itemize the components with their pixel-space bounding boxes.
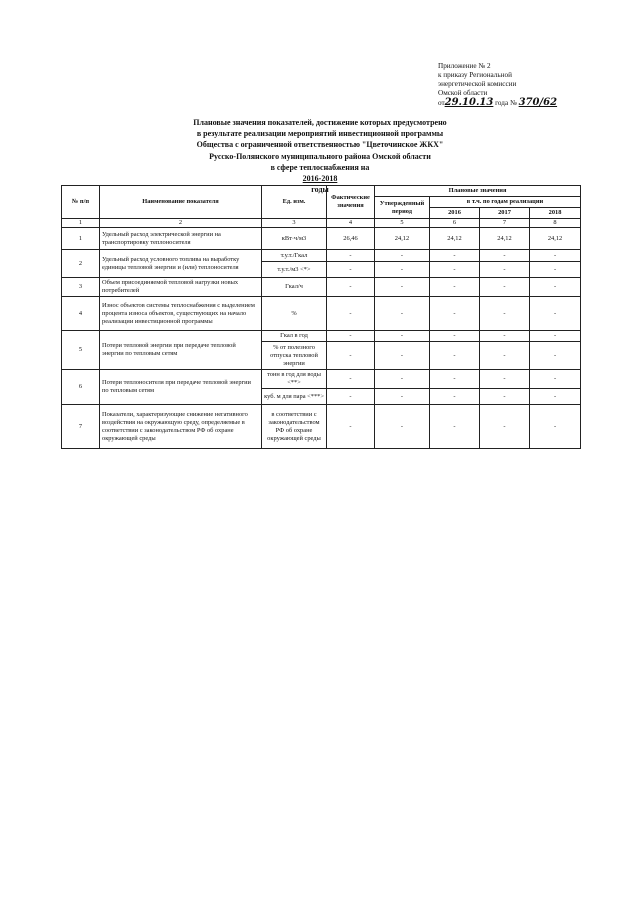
header-by-years: в т.ч. по годам реализации	[430, 197, 581, 208]
value-2017: -	[480, 342, 530, 370]
row-number: 3	[62, 278, 100, 297]
approved-value: -	[375, 250, 430, 262]
value-2018: 24,12	[530, 228, 581, 250]
column-number: 8	[530, 219, 581, 228]
value-2017: -	[480, 331, 530, 342]
value-2018: -	[530, 262, 581, 278]
value-2017: -	[480, 297, 530, 331]
header-unit: Ед. изм.	[262, 186, 327, 219]
year-label: года №	[495, 99, 517, 107]
row-number: 6	[62, 370, 100, 405]
actual-value: -	[327, 278, 375, 297]
actual-value: 26,46	[327, 228, 375, 250]
value-2018: -	[530, 389, 581, 405]
value-2018: -	[530, 250, 581, 262]
value-2018: -	[530, 297, 581, 331]
approved-value: -	[375, 342, 430, 370]
approved-value: -	[375, 278, 430, 297]
indicator-name: Объем присоединяемой тепловой нагрузки новых потребителей	[100, 278, 262, 297]
value-2016: -	[430, 331, 480, 342]
value-2016: -	[430, 278, 480, 297]
row-number: 5	[62, 331, 100, 370]
actual-value: -	[327, 331, 375, 342]
value-2016: -	[430, 262, 480, 278]
value-2016: -	[430, 250, 480, 262]
table-row	[62, 250, 581, 262]
value-2018: -	[530, 278, 581, 297]
appendix-date-line	[438, 98, 598, 108]
approved-value: -	[375, 389, 430, 405]
unit-cell: %	[262, 297, 327, 331]
table-body	[62, 228, 581, 449]
value-2017: -	[480, 389, 530, 405]
appendix-block	[438, 62, 598, 108]
header-approved: Утвержденный период	[375, 197, 430, 219]
indicator-name: Показатели, характеризующие снижение негативного воздействия на окружающую среду, определяемые в соответствии с законодательством РФ об охране окружающей среды	[100, 405, 262, 449]
date-prefix: от	[438, 99, 445, 107]
actual-value: -	[327, 342, 375, 370]
title-line-3: Общества с ограниченной ответственностью "Цветочинское ЖКХ"	[196, 140, 444, 150]
unit-cell: т.у.т./Гкал	[262, 250, 327, 262]
unit-cell: Гкал в год	[262, 331, 327, 342]
value-2017: -	[480, 405, 530, 449]
approved-value: -	[375, 405, 430, 449]
column-number: 7	[480, 219, 530, 228]
title-line-4: Русско-Полянского муниципального района Омской области	[209, 151, 431, 161]
title-line-2: в результате реализации мероприятий инвестиционной программы	[196, 129, 444, 139]
column-number: 2	[100, 219, 262, 228]
table-row	[62, 331, 581, 342]
column-number: 5	[375, 219, 430, 228]
value-2018: -	[530, 370, 581, 389]
value-2017: 24,12	[480, 228, 530, 250]
indicator-name: Потери тепловой энергии при передаче тепловой энергии по тепловым сетям	[100, 331, 262, 370]
unit-cell: куб. м для пара <***>	[262, 389, 327, 405]
row-number: 2	[62, 250, 100, 278]
approved-value: 24,12	[375, 228, 430, 250]
row-number: 7	[62, 405, 100, 449]
unit-cell: кВт·ч/м3	[262, 228, 327, 250]
approved-value: -	[375, 370, 430, 389]
unit-cell: в соответствии с законодательством РФ об охране окружающей среды	[262, 405, 327, 449]
row-number: 4	[62, 297, 100, 331]
column-number: 1	[62, 219, 100, 228]
header-actual: Фактические значения	[327, 186, 375, 219]
value-2016: -	[430, 370, 480, 389]
table-row	[62, 228, 581, 250]
header-num: № п/п	[62, 186, 100, 219]
header-2018: 2018	[530, 208, 581, 219]
title-line-1: Плановые значения показателей, достижение которых предусмотрено	[193, 118, 447, 127]
approved-value: -	[375, 262, 430, 278]
handwritten-doc-number: 370/62	[518, 97, 558, 108]
indicator-name: Износ объектов системы теплоснабжения с выделением процента износа объектов, существующих на начало реализации инвестиционной программы	[100, 297, 262, 331]
header-2017: 2017	[480, 208, 530, 219]
actual-value: -	[327, 370, 375, 389]
appendix-line-3: энергетической комиссии	[438, 80, 517, 88]
table-row	[62, 405, 581, 449]
value-2018: -	[530, 331, 581, 342]
approved-value: -	[375, 331, 430, 342]
column-number: 6	[430, 219, 480, 228]
value-2016: -	[430, 405, 480, 449]
row-number: 1	[62, 228, 100, 250]
value-2018: -	[530, 405, 581, 449]
indicator-name: Удельный расход условного топлива на выработку единицы тепловой энергии и (или) теплоносителя	[100, 250, 262, 278]
column-number: 4	[327, 219, 375, 228]
indicators-table	[61, 185, 581, 449]
header-2016: 2016	[430, 208, 480, 219]
actual-value: -	[327, 405, 375, 449]
value-2016: -	[430, 297, 480, 331]
title-line-5-suffix: годы	[311, 185, 329, 195]
actual-value: -	[327, 262, 375, 278]
value-2016: -	[430, 342, 480, 370]
column-number: 3	[262, 219, 327, 228]
appendix-line-2: к приказу Региональной	[438, 71, 512, 79]
appendix-line-1: Приложение № 2	[438, 62, 491, 70]
actual-value: -	[327, 389, 375, 405]
value-2017: -	[480, 250, 530, 262]
document-title	[120, 117, 520, 195]
unit-cell: % от полезного отпуска тепловой энергии	[262, 342, 327, 370]
unit-cell: Гкал/ч	[262, 278, 327, 297]
indicator-name: Потери теплоносителя при передаче тепловой энергии по тепловым сетям	[100, 370, 262, 405]
actual-value: -	[327, 250, 375, 262]
indicator-name: Удельный расход электрической энергии на транспортировку теплоносителя	[100, 228, 262, 250]
value-2017: -	[480, 370, 530, 389]
handwritten-date: 29.10.13	[444, 97, 494, 108]
table-row	[62, 278, 581, 297]
value-2016: -	[430, 389, 480, 405]
column-number-row	[62, 219, 581, 228]
unit-cell: т.у.т./м3 <*>	[262, 262, 327, 278]
header-name: Наименование показателя	[100, 186, 262, 219]
value-2017: -	[480, 262, 530, 278]
title-years: 2016-2018	[302, 174, 338, 184]
value-2018: -	[530, 342, 581, 370]
table-row	[62, 297, 581, 331]
appendix-line-4: Омской области	[438, 89, 488, 97]
value-2016: 24,12	[430, 228, 480, 250]
approved-value: -	[375, 297, 430, 331]
header-planned: Плановые значения	[375, 186, 581, 197]
value-2017: -	[480, 278, 530, 297]
title-line-5-prefix: в сфере теплоснабжения на	[270, 162, 370, 172]
unit-cell: тонн в год для воды <**>	[262, 370, 327, 389]
actual-value: -	[327, 297, 375, 331]
table-row	[62, 370, 581, 389]
